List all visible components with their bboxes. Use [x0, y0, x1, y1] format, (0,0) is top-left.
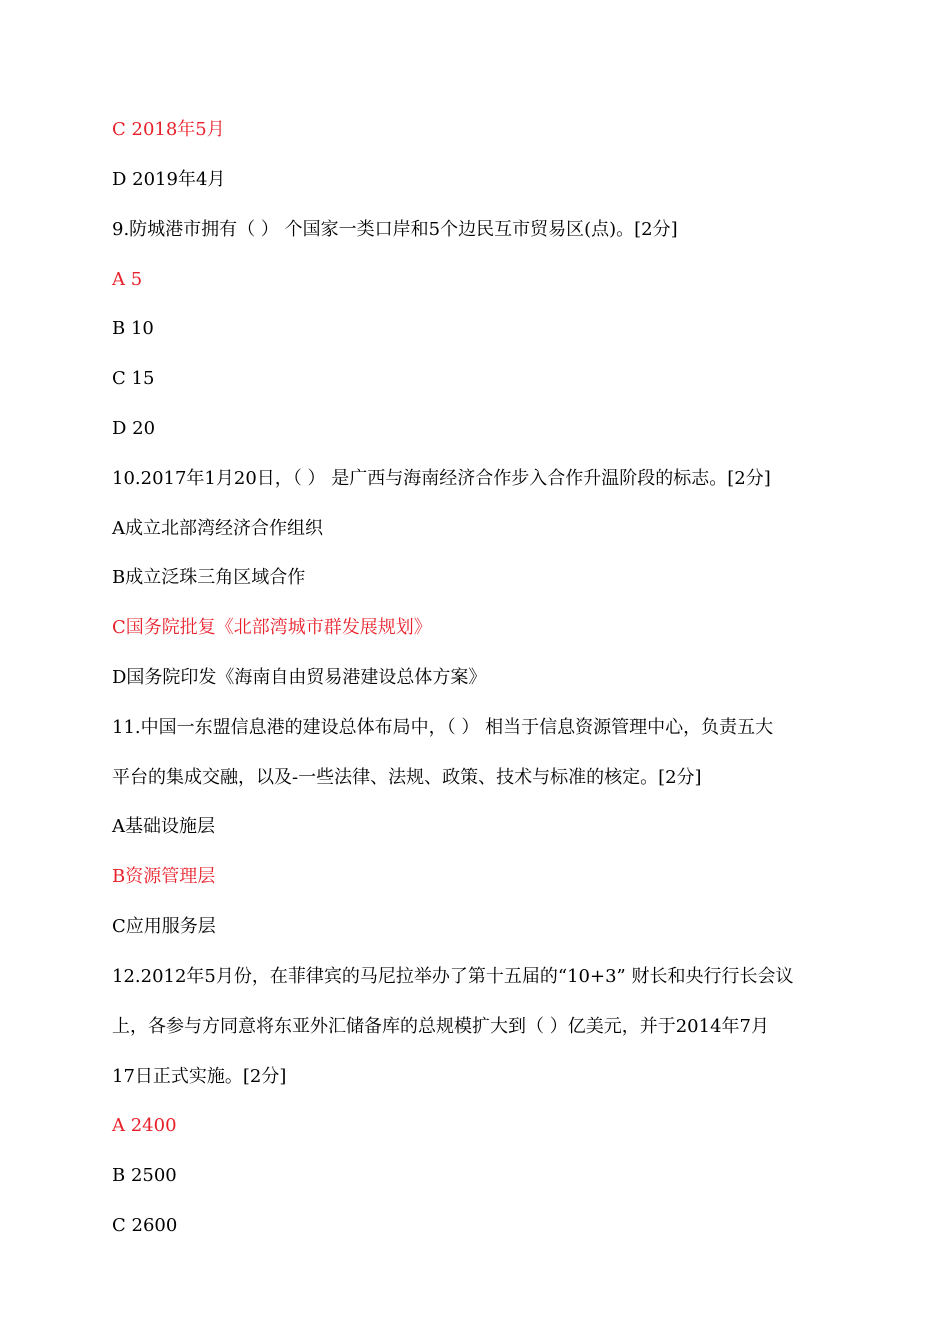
option-line: D 2019年4月	[112, 169, 226, 190]
option-line: B 2500	[112, 1165, 177, 1186]
option-line: B成立泛珠三角区域合作	[112, 567, 306, 588]
question-line: 12.2012年5月份，在菲律宾的马尼拉举办了第十五届的“10+3” 财长和央行行长会议	[112, 966, 794, 987]
question-line: 9.防城港市拥有（ ） 个国家一类口岸和5个边民互市贸易区(点)。[2分]	[112, 219, 678, 240]
question-line: 11.中国一东盟信息港的建设总体布局中，（ ） 相当于信息资源管理中心，负责五大	[112, 717, 774, 738]
option-line: C 2600	[112, 1215, 178, 1236]
option-line: C 15	[112, 368, 155, 389]
option-line: B资源管理层	[112, 866, 216, 887]
option-line: B 10	[112, 318, 154, 339]
option-line: A成立北部湾经济合作组织	[112, 518, 323, 539]
question-line: 上，各参与方同意将东亚外汇储备库的总规模扩大到（ ）亿美元，并于2014年7月	[112, 1016, 769, 1037]
option-line: C应用服务层	[112, 916, 216, 937]
question-line: 平台的集成交融，以及-一些法律、法规、政策、技术与标准的核定。[2分]	[112, 767, 702, 788]
option-line: A基础设施层	[112, 816, 215, 837]
option-line: C 2018年5月	[112, 119, 225, 140]
option-line: A 2400	[112, 1115, 177, 1136]
option-line: D 20	[112, 418, 156, 439]
question-line: 10.2017年1月20日，（ ） 是广西与海南经济合作步入合作升温阶段的标志。[2分]	[112, 468, 771, 489]
option-line: A 5	[112, 269, 143, 290]
option-line: C国务院批复《北部湾城市群发展规划》	[112, 617, 432, 638]
option-line: D国务院印发《海南自由贸易港建设总体方案》	[112, 667, 487, 688]
question-line: 17日正式实施。[2分]	[112, 1066, 287, 1087]
